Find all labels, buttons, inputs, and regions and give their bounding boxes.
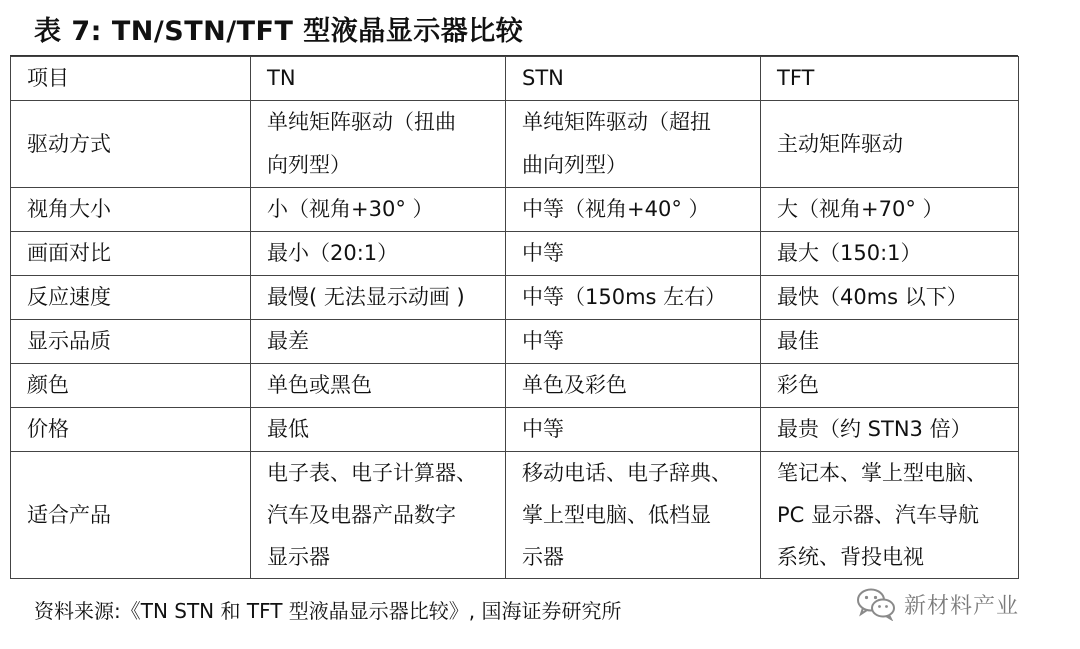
cell-tft: 最佳 xyxy=(761,320,1019,364)
header-cell-stn: STN xyxy=(506,57,761,101)
cell-tn: 单色或黑色 xyxy=(251,364,506,408)
row-label: 驱动方式 xyxy=(11,101,251,188)
watermark xyxy=(856,587,1019,621)
wechat-icon xyxy=(856,587,896,621)
table-row xyxy=(11,408,1019,452)
cell-tft: 最贵（约 STN3 倍） xyxy=(761,408,1019,452)
table-row xyxy=(11,320,1019,364)
cell-stn: 中等 xyxy=(506,320,761,364)
comparison-table xyxy=(10,56,1019,579)
header-cell-item: 项目 xyxy=(11,57,251,101)
row-label: 适合产品 xyxy=(11,452,251,579)
cell-tft: 最大（150:1） xyxy=(761,232,1019,276)
cell-stn: 中等（150ms 左右） xyxy=(506,276,761,320)
cell-tft: 大（视角+70° ） xyxy=(761,188,1019,232)
source-note: 资料来源:《TN STN 和 TFT 型液晶显示器比较》, 国海证券研究所 xyxy=(34,599,622,623)
row-label: 显示品质 xyxy=(11,320,251,364)
table-title: 表 7: TN/STN/TFT 型液晶显示器比较 xyxy=(34,16,524,47)
table-row xyxy=(11,364,1019,408)
cell-tn: 最小（20:1） xyxy=(251,232,506,276)
cell-tft: 彩色 xyxy=(761,364,1019,408)
cell-tft: 笔记本、掌上型电脑、 PC 显示器、汽车导航 系统、背投电视 xyxy=(777,461,987,569)
row-label: 颜色 xyxy=(11,364,251,408)
table-row xyxy=(11,188,1019,232)
table-row xyxy=(11,452,1019,579)
cell-stn: 中等（视角+40° ） xyxy=(506,188,761,232)
cell-tn: 小（视角+30° ） xyxy=(251,188,506,232)
table-row xyxy=(11,101,1019,188)
cell-tn: 最低 xyxy=(251,408,506,452)
row-label: 价格 xyxy=(11,408,251,452)
watermark-text: 新材料产业 xyxy=(904,593,1020,619)
cell-stn: 单色及彩色 xyxy=(506,364,761,408)
cell-tft: 主动矩阵驱动 xyxy=(761,101,1019,188)
cell-stn: 移动电话、电子辞典、 掌上型电脑、低档显 示器 xyxy=(522,461,732,569)
table-row xyxy=(11,276,1019,320)
row-label: 视角大小 xyxy=(11,188,251,232)
cell-tn: 电子表、电子计算器、 汽车及电器产品数字 显示器 xyxy=(267,461,477,569)
cell-stn: 中等 xyxy=(506,408,761,452)
row-label: 反应速度 xyxy=(11,276,251,320)
cell-stn: 中等 xyxy=(506,232,761,276)
header-cell-tn: TN xyxy=(251,57,506,101)
row-label: 画面对比 xyxy=(11,232,251,276)
cell-tft: 最快（40ms 以下） xyxy=(761,276,1019,320)
cell-stn: 单纯矩阵驱动（超扭 曲向列型） xyxy=(522,110,711,177)
header-cell-tft: TFT xyxy=(761,57,1019,101)
cell-tn: 最慢( 无法显示动画 ) xyxy=(251,276,506,320)
table-row xyxy=(11,232,1019,276)
cell-tn: 最差 xyxy=(251,320,506,364)
cell-tn: 单纯矩阵驱动（扭曲 向列型） xyxy=(267,110,456,177)
table-header-row xyxy=(11,57,1019,101)
